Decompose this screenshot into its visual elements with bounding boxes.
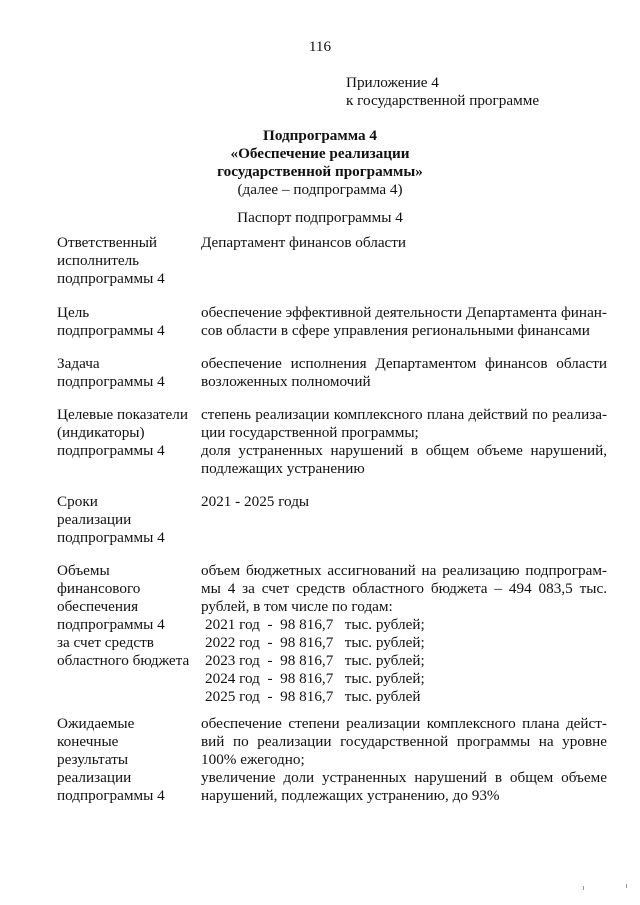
row-label	[57, 406, 197, 460]
year-item: 2025 год - 98 816,7 тыс. рублей	[205, 688, 421, 705]
label-line: (индикаторы)	[57, 424, 145, 441]
value-line: увеличение доли устраненных нарушений в общем объеме	[201, 769, 607, 786]
title-line-3: государственной программы»	[217, 163, 423, 180]
row-label	[57, 355, 197, 391]
label-line: подпрограммы 4	[57, 616, 165, 633]
row-value	[201, 406, 607, 478]
value-line: вий по реализации государственной программы на уровне	[201, 733, 607, 750]
label-line: результаты	[57, 751, 129, 768]
year-item: 2022 год - 98 816,7 тыс. рублей;	[205, 634, 425, 651]
title-line-1: Подпрограмма 4	[263, 127, 377, 144]
appendix-note	[346, 74, 539, 110]
row-label	[57, 715, 197, 805]
row-label	[57, 493, 197, 547]
row-label	[57, 562, 197, 670]
label-line: подпрограммы 4	[57, 322, 165, 339]
label-line: обеспечения	[57, 598, 139, 615]
value-line: ции государственной программы;	[201, 424, 419, 441]
label-line: подпрограммы 4	[57, 442, 165, 459]
title-line-2: «Обеспечение реализации	[230, 145, 410, 162]
label-line: Ожидаемые	[57, 715, 135, 732]
passport-heading: Паспорт подпрограммы 4	[237, 209, 403, 226]
value-line: мы 4 за счет средств областного бюджета – 494 083,5 тыс.	[201, 580, 607, 597]
value-line: Департамент финансов области	[201, 234, 407, 251]
year-item: 2021 год - 98 816,7 тыс. рублей;	[205, 616, 425, 633]
label-line: Объемы	[57, 562, 110, 579]
label-line: подпрограммы 4	[57, 270, 165, 287]
appendix-line-2: к государственной программе	[346, 92, 540, 109]
scan-mark	[583, 886, 584, 890]
label-line: Цель	[57, 304, 90, 321]
row-value	[201, 304, 607, 340]
value-line: 100% ежегодно;	[201, 751, 305, 768]
value-line: обеспечение степени реализации комплексного плана дейст-	[201, 715, 607, 732]
row-value	[201, 562, 607, 706]
value-line: сов области в сфере управления региональными финансами	[201, 322, 590, 339]
value-line: доля устраненных нарушений в общем объеме нарушений,	[201, 442, 607, 459]
label-line: за счет средств	[57, 634, 154, 651]
label-line: подпрограммы 4	[57, 529, 165, 546]
label-line: Сроки	[57, 493, 98, 510]
row-label	[57, 234, 197, 288]
value-line: объем бюджетных ассигнований на реализацию подпрограм-	[201, 562, 607, 579]
title-line-4: (далее – подпрограмма 4)	[237, 181, 403, 198]
subprogram-title	[0, 127, 640, 199]
label-line: исполнитель	[57, 252, 140, 269]
label-line: реализации	[57, 769, 132, 786]
value-line: степень реализации комплексного плана действий по реализа-	[201, 406, 607, 423]
row-value	[201, 715, 607, 805]
year-item: 2024 год - 98 816,7 тыс. рублей;	[205, 670, 425, 687]
value-line: возложенных полномочий	[201, 373, 371, 390]
year-item: 2023 год - 98 816,7 тыс. рублей;	[205, 652, 425, 669]
value-line: рублей, в том числе по годам:	[201, 598, 393, 615]
scan-mark	[626, 884, 627, 888]
row-value	[201, 493, 607, 511]
label-line: областного бюджета	[57, 652, 190, 669]
value-line: нарушений, подлежащих устранению, до 93%	[201, 787, 500, 804]
label-line: подпрограммы 4	[57, 787, 165, 804]
page-number: 116	[308, 38, 332, 55]
row-label	[57, 304, 197, 340]
label-line: реализации	[57, 511, 132, 528]
value-line: подлежащих устранению	[201, 460, 365, 477]
label-line: подпрограммы 4	[57, 373, 165, 390]
appendix-line-1: Приложение 4	[346, 74, 439, 91]
value-line: 2021 - 2025 годы	[201, 493, 310, 510]
label-line: конечные	[57, 733, 119, 750]
row-value	[201, 355, 607, 391]
row-value	[201, 234, 607, 252]
label-line: Задача	[57, 355, 100, 372]
value-line: обеспечение эффективной деятельности Департамента финан-	[201, 304, 607, 321]
value-line: обеспечение исполнения Департаментом финансов области	[201, 355, 607, 372]
label-line: Ответственный	[57, 234, 158, 251]
label-line: Целевые показатели	[57, 406, 188, 423]
label-line: финансового	[57, 580, 141, 597]
funding-by-year-list	[201, 616, 607, 706]
